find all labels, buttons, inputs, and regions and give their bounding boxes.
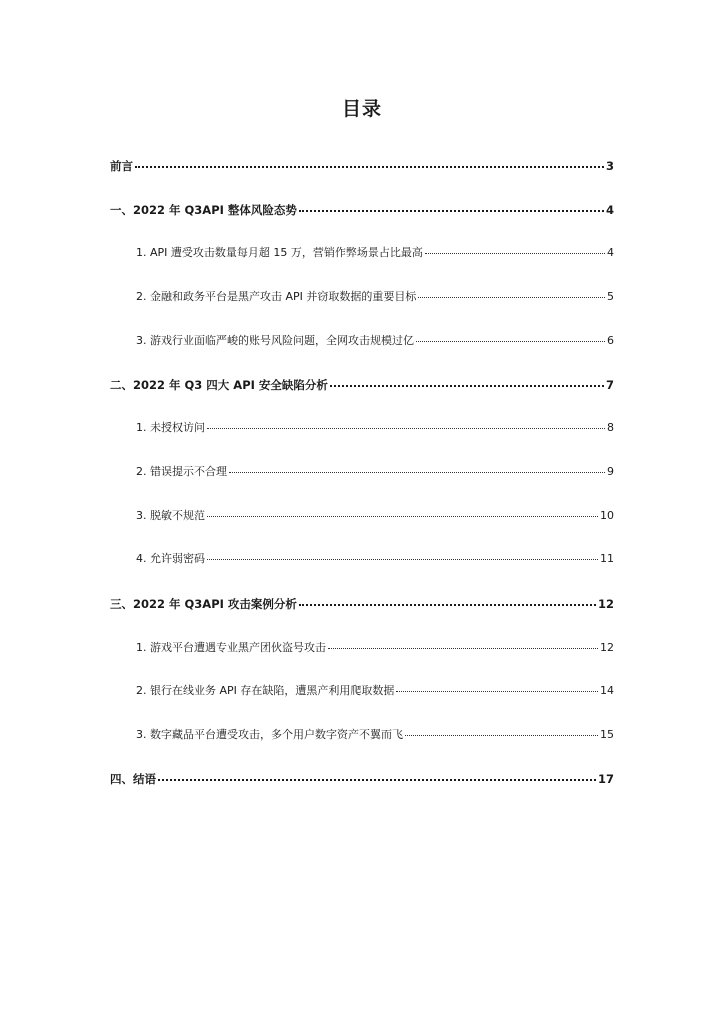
toc-leader-dots bbox=[416, 341, 605, 342]
toc-entry-page: 9 bbox=[607, 465, 614, 478]
toc-entry-text: 4. 允许弱密码 bbox=[136, 552, 205, 565]
toc-entry-page: 4 bbox=[605, 203, 614, 217]
toc-entry-text: 1. 未授权访问 bbox=[136, 421, 205, 434]
toc-leader-dots bbox=[425, 253, 605, 254]
toc-leader-dots bbox=[328, 648, 598, 649]
toc-entry-page: 7 bbox=[605, 378, 614, 392]
toc-entry[interactable] bbox=[136, 551, 614, 567]
toc-entry-text: 三、2022 年 Q3API 攻击案例分析 bbox=[110, 597, 297, 611]
toc-leader-dots bbox=[418, 297, 605, 298]
toc-entry[interactable] bbox=[136, 508, 614, 524]
toc-entry[interactable] bbox=[136, 420, 614, 436]
toc-entry-text: 前言 bbox=[110, 159, 133, 173]
toc-entry[interactable] bbox=[136, 245, 614, 261]
toc-entry-text: 1. 游戏平台遭遇专业黑产团伙盗号攻击 bbox=[136, 641, 326, 654]
toc-entry-page: 6 bbox=[607, 334, 614, 347]
toc-leader-dots bbox=[207, 516, 598, 517]
toc-entry-text: 3. 脱敏不规范 bbox=[136, 509, 205, 522]
toc-entry-page: 5 bbox=[607, 290, 614, 303]
toc-entry-text: 2. 银行在线业务 API 存在缺陷，遭黑产利用爬取数据 bbox=[136, 684, 395, 697]
toc-entry-text: 2. 错误提示不合理 bbox=[136, 465, 227, 478]
toc-entry[interactable] bbox=[110, 596, 614, 612]
toc-entry[interactable] bbox=[136, 640, 614, 656]
toc-entry-text: 一、2022 年 Q3API 整体风险态势 bbox=[110, 203, 297, 217]
toc-entry[interactable] bbox=[110, 158, 614, 174]
toc-entry-page: 4 bbox=[607, 246, 614, 259]
toc-leader-dots bbox=[405, 735, 598, 736]
toc-entry[interactable] bbox=[110, 377, 614, 393]
toc-entry[interactable] bbox=[136, 683, 614, 699]
toc-leader-dots bbox=[299, 210, 604, 212]
toc-leader-dots bbox=[299, 604, 596, 606]
toc-leader-dots bbox=[207, 559, 598, 560]
toc-entry-page: 11 bbox=[600, 552, 614, 565]
toc-entry-text: 3. 游戏行业面临严峻的账号风险问题，全网攻击规模过亿 bbox=[136, 334, 414, 347]
toc-entry-page: 10 bbox=[600, 509, 614, 522]
toc-leader-dots bbox=[158, 779, 596, 781]
toc-entry[interactable] bbox=[136, 289, 614, 305]
toc-entry-text: 3. 数字藏品平台遭受攻击，多个用户数字资产不翼而飞 bbox=[136, 728, 403, 741]
toc-entry-text: 四、结语 bbox=[110, 772, 156, 786]
toc-entry[interactable] bbox=[110, 771, 614, 787]
toc-entry[interactable] bbox=[136, 727, 614, 743]
toc-entry-text: 2. 金融和政务平台是黑产攻击 API 并窃取数据的重要目标 bbox=[136, 290, 417, 303]
toc-entry-page: 8 bbox=[607, 421, 614, 434]
toc-entry-page: 17 bbox=[597, 772, 614, 786]
toc-entry-page: 12 bbox=[600, 641, 614, 654]
toc-leader-dots bbox=[207, 428, 605, 429]
toc-leader-dots bbox=[135, 166, 604, 168]
toc-leader-dots bbox=[396, 691, 598, 692]
toc-entry-text: 二、2022 年 Q3 四大 API 安全缺陷分析 bbox=[110, 378, 328, 392]
toc-entry-page: 14 bbox=[600, 684, 614, 697]
toc-entry-page: 15 bbox=[600, 728, 614, 741]
toc-entry[interactable] bbox=[110, 202, 614, 218]
toc-entry[interactable] bbox=[136, 464, 614, 480]
toc-leader-dots bbox=[229, 472, 605, 473]
toc-entry-page: 3 bbox=[605, 159, 614, 173]
toc-leader-dots bbox=[330, 385, 604, 387]
toc-entry-page: 12 bbox=[597, 597, 614, 611]
toc-entry-text: 1. API 遭受攻击数量每月超 15 万，营销作弊场景占比最高 bbox=[136, 246, 423, 259]
toc-entry[interactable] bbox=[136, 333, 614, 349]
toc-title: 目录 bbox=[341, 98, 382, 120]
